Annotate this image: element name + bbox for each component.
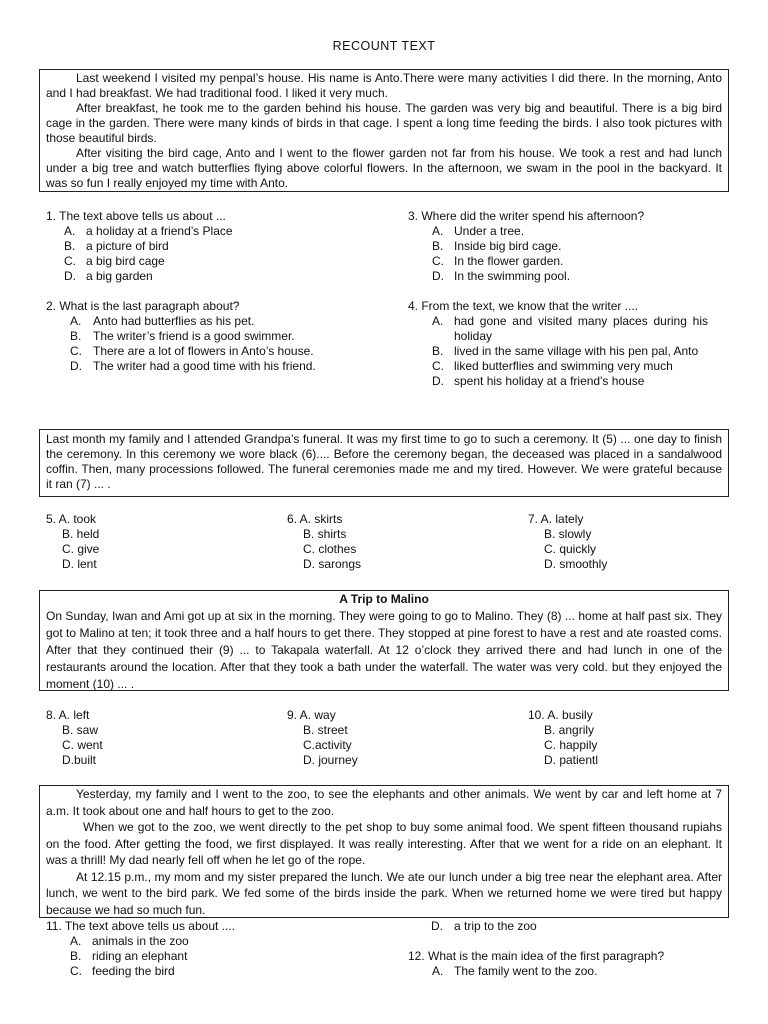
question-stem: 4. From the text, we know that the writer .... xyxy=(408,299,639,313)
option-b[interactable]: B. riding an elephant xyxy=(70,949,188,963)
option-d[interactable]: D. sarongs xyxy=(303,557,362,571)
option-c[interactable]: C. happily xyxy=(544,738,598,752)
question-stem: 5. A. took xyxy=(46,512,97,526)
option-c[interactable]: C. went xyxy=(62,738,103,752)
option-b[interactable]: B. saw xyxy=(62,723,99,737)
option-a[interactable]: A. a holiday at a friend’s Place xyxy=(64,224,233,238)
passage-4 xyxy=(39,785,729,918)
option-b[interactable]: B. held xyxy=(62,527,100,541)
option-d[interactable]: D. lent xyxy=(62,557,97,571)
option-b[interactable]: B. a picture of bird xyxy=(64,239,169,253)
question-9 xyxy=(287,708,487,768)
question-stem: 2. What is the last paragraph about? xyxy=(46,299,240,313)
option-d[interactable]: D. spent his holiday at a friend's house xyxy=(432,374,645,388)
question-stem: 1. The text above tells us about ... xyxy=(46,209,226,223)
option-c[interactable]: C. a big bird cage xyxy=(64,254,165,268)
option-b[interactable]: B. slowly xyxy=(544,527,592,541)
option-c[interactable]: C. quickly xyxy=(544,542,597,556)
question-stem: 7. A. lately xyxy=(528,512,584,526)
passage-4-paragraph: Yesterday, my family and I went to the zoo, to see the elephants and other animals. We went by car and left home at 7 a.m. It took about one and half hours to get to the zoo. xyxy=(46,787,722,818)
question-11 xyxy=(46,919,376,979)
passage-2 xyxy=(39,429,729,497)
question-8 xyxy=(46,708,246,768)
question-6 xyxy=(287,512,487,572)
question-10 xyxy=(528,708,728,768)
question-stem: 8. A. left xyxy=(46,708,90,722)
page-title: RECOUNT TEXT xyxy=(332,39,436,53)
option-d[interactable]: D. In the swimming pool. xyxy=(432,269,571,283)
option-c[interactable]: C.activity xyxy=(303,738,352,752)
option-b[interactable]: B. street xyxy=(303,723,348,737)
option-a[interactable]: A. animals in the zoo xyxy=(70,934,189,948)
option-a[interactable]: A. Under a tree. xyxy=(432,224,525,238)
option-b[interactable]: B. lived in the same village with his pen pal, Anto xyxy=(432,344,699,358)
question-3 xyxy=(408,209,728,284)
question-5 xyxy=(46,512,246,572)
question-11-option-d[interactable]: D. a trip to the zoo xyxy=(431,919,537,933)
question-7 xyxy=(528,512,728,572)
option-c[interactable]: C. In the flower garden. xyxy=(432,254,564,268)
option-d[interactable]: D. The writer had a good time with his friend. xyxy=(70,359,316,373)
passage-4-paragraph: At 12.15 p.m., my mom and my sister prepared the lunch. We ate our lunch under a big tree near the elephant area. After lunch, we went to the bird park. We fed some of the birds inside the park. When we returned home we were tired but happy because we had so much fun. xyxy=(46,869,722,917)
option-a[interactable]: A. Anto had butterflies as his pet. xyxy=(70,314,255,328)
option-c[interactable]: C. clothes xyxy=(303,542,357,556)
option-b[interactable]: B. Inside big bird cage. xyxy=(432,239,562,253)
option-d[interactable]: D. a big garden xyxy=(64,269,153,283)
option-c[interactable]: C. There are a lot of flowers in Anto’s house. xyxy=(70,344,314,358)
passage-1 xyxy=(39,69,729,192)
option-c[interactable]: C. give xyxy=(62,542,100,556)
question-stem: 11. The text above tells us about .... xyxy=(46,919,236,933)
option-d[interactable]: D. smoothly xyxy=(544,557,608,571)
passage-1-paragraph: After breakfast, he took me to the garden behind his house. The garden was very big and beautiful. There is a big bird cage in the garden. There were many kinds of birds in that cage. I spent a long time feeding the birds. I also took pictures with those beautiful birds. xyxy=(46,101,722,145)
question-stem: 6. A. skirts xyxy=(287,512,343,526)
story-title: A Trip to Malino xyxy=(339,592,429,606)
option-d[interactable]: D.built xyxy=(62,753,97,767)
question-2 xyxy=(46,299,386,374)
option-b[interactable]: B. angrily xyxy=(544,723,595,737)
passage-1-paragraph: Last weekend I visited my penpal’s house. His name is Anto.There were many activities I did there. In the morning, Anto and I had breakfast. We had traditional food. I liked it very much. xyxy=(46,71,722,100)
passage-2-paragraph: Last month my family and I attended Grandpa’s funeral. It was my first time to go to such a ceremony. It (5) ... one day to finish the ceremony. In this ceremony we wore black (6).... Before the ceremony began, the deceased was placed in a sandalwood coffin. Then, many processions followed. The funeral ceremonies made me and my tired. However. We were grateful because it ran (7) ... . xyxy=(46,432,722,491)
option-d[interactable]: D. journey xyxy=(303,753,358,767)
option-b[interactable]: B. The writer’s friend is a good swimmer. xyxy=(70,329,295,343)
option-b[interactable]: B. shirts xyxy=(303,527,347,541)
question-stem: 9. A. way xyxy=(287,708,336,722)
question-stem: 10. A. busily xyxy=(528,708,593,722)
passage-4-paragraph: When we got to the zoo, we went directly to the pet shop to buy some animal food. We spent fifteen thousand rupiahs on the food. After getting the food, we first displayed. It was really interesting. After that we went for a ride on an elephant. It was a thrill! My dad nearly fell off when he let go of the rope. xyxy=(46,820,722,867)
question-1 xyxy=(46,209,376,284)
passage-3 xyxy=(39,590,729,691)
question-stem: 3. Where did the writer spend his afternoon? xyxy=(408,209,645,223)
question-stem: 12. What is the main idea of the first paragraph? xyxy=(408,949,665,963)
option-c[interactable]: C. liked butterflies and swimming very much xyxy=(432,359,673,373)
question-4 xyxy=(408,299,708,389)
passage-3-paragraph: On Sunday, Iwan and Ami got up at six in the morning. They were going to go to Malino. They (8) ... home at half past six. They got to Malino at ten; it took three and a half hours to get there. They stopped at pine forest to have a rest and ate roasted coms. After that they continued their (9) ... to Takapala waterfall. At 12 o’clock they arrived there and had lunch in one of the restaurants around the location. After that they took a bath under the waterfall. The water was very cold. but they enjoyed the moment (10) ... . xyxy=(46,609,722,691)
option-d[interactable]: D. patientl xyxy=(544,753,599,767)
option-c[interactable]: C. feeding the bird xyxy=(70,964,175,978)
question-12 xyxy=(408,949,728,979)
option-a[interactable]: A. The family went to the zoo. xyxy=(432,964,598,978)
option-a[interactable]: A. had gone and visited many places during his holiday xyxy=(432,314,708,343)
passage-1-paragraph: After visiting the bird cage, Anto and I went to the flower garden not far from his house. We took a rest and had lunch under a big tree and watch butterflies flying above colorful flowers. In the afternoon, we swam in the pool in the backyard. It was so fun I really enjoyed my time with Anto. xyxy=(46,146,722,190)
